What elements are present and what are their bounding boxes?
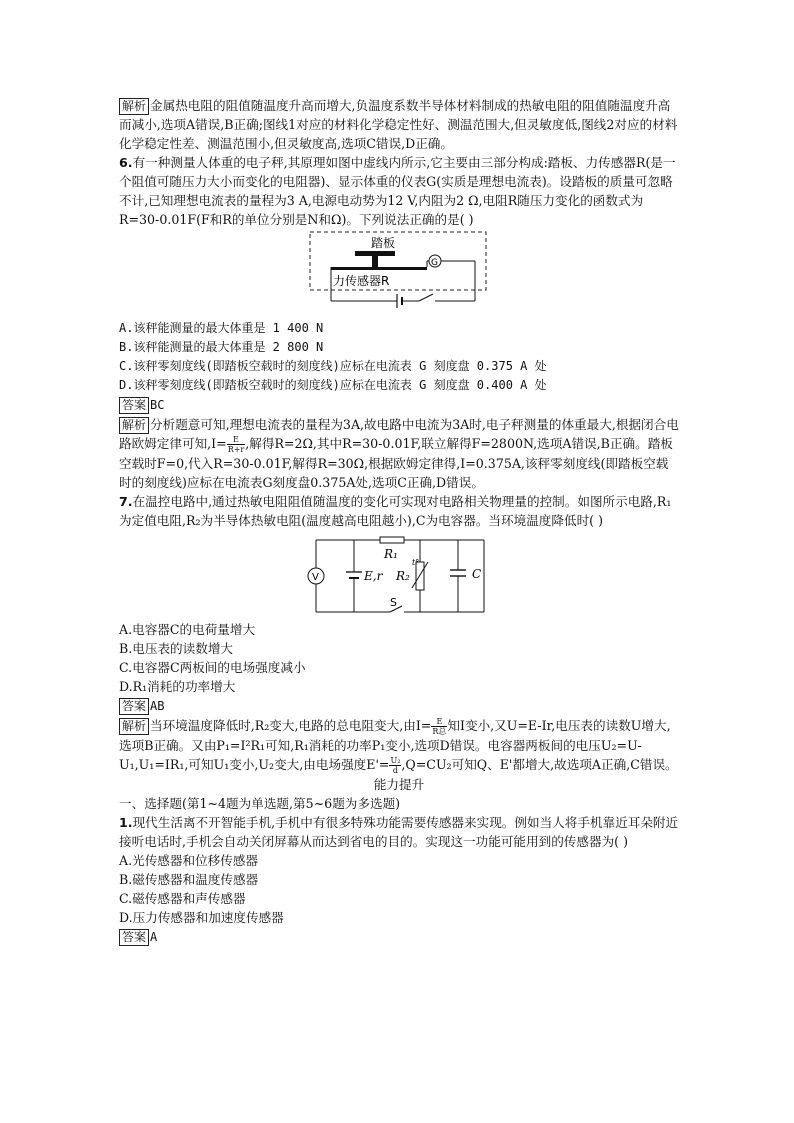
option-a: A.光传感器和位移传感器 <box>119 853 259 868</box>
question-1 <box>119 813 679 851</box>
question-stem: 现代生活离不开智能手机,手机中有很多特殊功能需要传感器来实现。例如当人将手机靠近耳朵附近接听电话时,手机会自动关闭屏幕从而达到省电的目的。实现这一功能可能用到的传感器为( ) <box>119 815 679 849</box>
analysis-text: ,Q=CU₂可知Q、E'都增大,故选项A正确,C错误。 <box>401 757 678 772</box>
sensor-label: 力传感器R <box>333 274 390 288</box>
capacitor-label: C <box>472 567 482 581</box>
analysis-tag: 解析 <box>119 417 149 434</box>
switch-label: S <box>390 596 397 609</box>
answer-value: A <box>150 930 158 944</box>
answer-line <box>119 696 679 716</box>
option-d: D.R₁消耗的功率增大 <box>119 679 236 694</box>
answer-tag: 答案 <box>119 397 149 414</box>
analysis-text: ,解得R=2Ω,其中R=30-0.01F,联立解得F=2800N,选项A错误,B正确。踏板空载时F=0,代入R=30-0.01F,解得R=30Ω,根据欧姆定律得,I=0.375A,该秤零刻度线(即踏板空载时的刻度线)应标在电流表G刻度盘0.375A处,选项C正确,D错误。 <box>119 436 673 490</box>
option-a: A.该秤能测量的最大体重是 1 400 N <box>119 321 324 335</box>
r1-label: R₁ <box>384 547 398 561</box>
scale-circuit-diagram <box>309 231 489 317</box>
question-stem: 在温控电路中,通过热敏电阻阻值随温度的变化可实现对电路相关物理量的控制。如图所示电路,R₁为定值电阻,R₂为半导体热敏电阻(温度越高电阻越小),C为电容器。当环境温度降低时( ) <box>119 494 672 528</box>
temperature-label: t° <box>412 558 420 567</box>
option-b: B.电压表的读数增大 <box>119 641 234 656</box>
answer-line <box>119 927 679 947</box>
analysis-text: 根据闭合电路欧姆定律可知,I= <box>119 417 679 451</box>
question-number: 1. <box>119 815 133 830</box>
option-d: D.该秤零刻度线(即踏板空载时的刻度线)应标在电流表 G 刻度盘 0.400 A 处 <box>119 378 547 392</box>
fraction-numerator: E <box>431 717 447 727</box>
fraction <box>227 435 246 454</box>
analysis-text: 当环境温度降低时,R₂变大,电路的总电阻变大,由I= <box>150 718 432 733</box>
analysis-tag: 解析 <box>119 98 149 115</box>
meter-g-label: G <box>431 258 438 268</box>
section-title: 能力提升 <box>373 777 425 792</box>
voltmeter-label: V <box>312 572 319 583</box>
thermistor-circuit-diagram <box>296 532 502 618</box>
analysis-text: 金属热电阻的阻值随温度升高而增大,负温度系数半导体材料制成的热敏电阻的阻值随温度升高而减小,选项A错误,B正确;图线1对应的材料化学稳定性好、测温范围大,但灵敏度低,图线2对应的材料化学稳定性差、测温范围小,但灵敏度高,选项C错误,D正确。 <box>119 98 678 151</box>
question-number: 6. <box>119 155 133 170</box>
option-d: D.压力传感器和加速度传感器 <box>119 910 284 925</box>
question-number: 7. <box>119 494 133 509</box>
analysis-paragraph <box>119 415 679 492</box>
analysis-text: 分析题意可知,理想电流表的量程为3A,故电路中电流为3A时,电子秤测量的体重最大, <box>150 417 616 432</box>
section-subtitle: 一、选择题(第1~4题为单选题,第5~6题为多选题) <box>119 796 401 811</box>
fraction <box>389 756 401 775</box>
analysis-paragraph <box>119 96 679 153</box>
question-6 <box>119 153 679 229</box>
option-b: B.该秤能测量的最大体重是 2 800 N <box>119 340 324 354</box>
fraction <box>431 717 447 736</box>
source-label: E,r <box>364 569 383 583</box>
fraction-denominator: R+r <box>227 445 245 454</box>
fraction-denominator: d <box>392 766 398 775</box>
question-stem: 有一种测量人体重的电子秤,其原理如图中虚线内所示,它主要由三部分构成:踏板、力传感器R(是一个阻值可随压力大小而变化的电阻器)、显示体重的仪表G(实质是理想电流表)。设踏板的质量可忽略不计,已知理想电流表的量程为3 A,电源电动势为12 V,内阻为2 Ω,电阻R随压力变化的函数式为R=30-0.01F(F和R的单位分别是N和Ω)。下列说法正确的是( ) <box>119 155 676 227</box>
answer-tag: 答案 <box>119 698 149 715</box>
r2-label: R₂ <box>396 569 410 583</box>
answer-line <box>119 395 679 415</box>
fraction-numerator: U₂ <box>390 756 401 765</box>
analysis-paragraph <box>119 716 679 775</box>
pedal-label: 踏板 <box>371 236 396 250</box>
option-c: C.电容器C两板间的电场强度减小 <box>119 660 306 675</box>
option-b: B.磁传感器和温度传感器 <box>119 872 259 887</box>
option-a: A.电容器C的电荷量增大 <box>119 622 256 637</box>
option-c: C.磁传感器和声传感器 <box>119 891 246 906</box>
document-page <box>119 96 679 947</box>
fraction-denominator: R总 <box>432 727 447 736</box>
analysis-tag: 解析 <box>119 718 149 735</box>
fraction-numerator: E <box>227 435 246 445</box>
answer-value: AB <box>150 699 165 713</box>
answer-value: BC <box>150 398 165 412</box>
answer-tag: 答案 <box>119 929 149 946</box>
question-7 <box>119 492 679 530</box>
option-c: C.该秤零刻度线(即踏板空载时的刻度线)应标在电流表 G 刻度盘 0.375 A 处 <box>119 359 547 373</box>
analysis-text: 知I变小,又U=E-Ir,电压表的读数U增大,选项B正确。又由P₁=I²R₁可知,R₁消耗的功率P₁变小,选项D错误。电容器两板间的电压U₂=U-U₁,U₁=IR₁,可知U₁变小,U₂变大,由电场强度E'= <box>119 718 671 772</box>
